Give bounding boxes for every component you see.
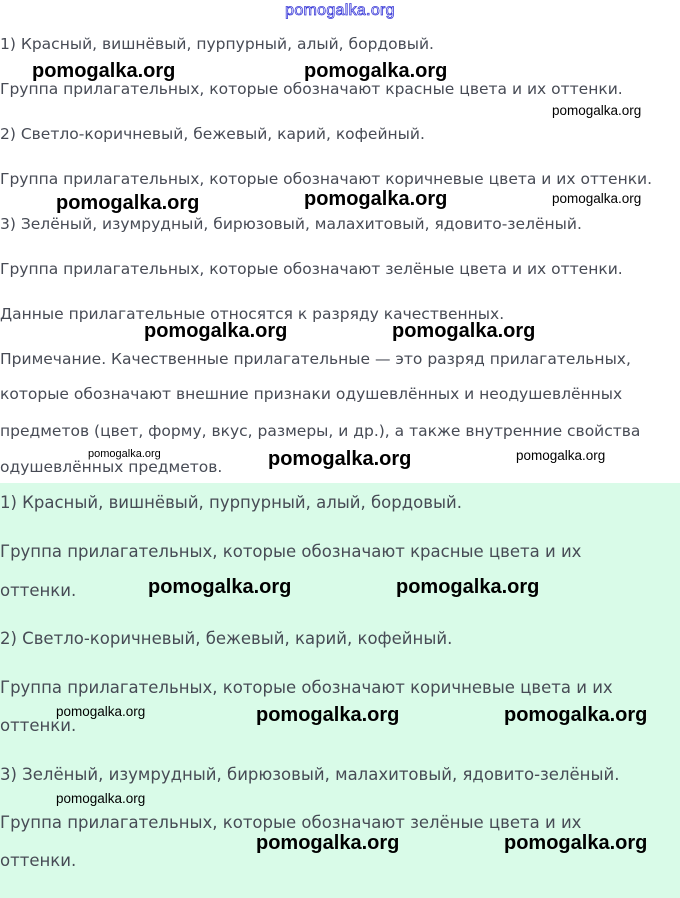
panel-line-5: Группа прилагательных, которые обозначают коричневые цвета и их [0,678,613,697]
panel-line-7: 3) Зелёный, изумрудный, бирюзовый, малахитовый, ядовито-зелёный. [0,765,620,784]
answer-line-2: Группа прилагательных, которые обозначают красные цвета и их оттенки. [0,80,623,98]
watermark: pomogalka.org [56,704,146,719]
watermark: pomogalka.org [88,448,161,460]
site-link[interactable]: pomogalka.org [285,2,395,19]
answer-line-5: 3) Зелёный, изумрудный, бирюзовый, малахитовый, ядовито-зелёный. [0,215,582,233]
panel-line-6: оттенки. [0,716,77,735]
answer-line-6: Группа прилагательных, которые обозначают зелёные цвета и их оттенки. [0,260,623,278]
conclusion-line: Данные прилагательные относятся к разряду качественных. [0,305,505,323]
watermark: pomogalka.org [516,448,606,463]
watermark: pomogalka.org [32,60,176,82]
watermark: pomogalka.org [392,320,536,342]
watermark: pomogalka.org [504,704,648,726]
note-line-2: которые обозначают внешние признаки одушевлённых и неодушевлённых [0,385,623,403]
watermark: pomogalka.org [56,791,146,806]
watermark: pomogalka.org [148,576,292,598]
answer-line-3: 2) Светло-коричневый, бежевый, карий, кофейный. [0,125,425,143]
panel-line-4: 2) Светло-коричневый, бежевый, карий, кофейный. [0,629,453,648]
answer-line-4: Группа прилагательных, которые обозначают коричневые цвета и их оттенки. [0,170,653,188]
note-line-1: Примечание. Качественные прилагательные — это разряд прилагательных, [0,350,631,368]
watermark: pomogalka.org [268,448,412,470]
watermark: pomogalka.org [504,832,648,854]
panel-line-3: оттенки. [0,581,77,600]
watermark: pomogalka.org [56,192,200,214]
answer-line-1: 1) Красный, вишнёвый, пурпурный, алый, бордовый. [0,35,434,53]
watermark: pomogalka.org [552,191,642,206]
watermark: pomogalka.org [552,103,642,118]
watermark: pomogalka.org [256,704,400,726]
watermark: pomogalka.org [256,832,400,854]
watermark: pomogalka.org [304,60,448,82]
watermark: pomogalka.org [304,188,448,210]
panel-line-1: 1) Красный, вишнёвый, пурпурный, алый, бордовый. [0,493,462,512]
panel-line-8: Группа прилагательных, которые обозначают зелёные цвета и их [0,813,582,832]
note-line-4: одушевлённых предметов. [0,458,223,476]
note-line-3: предметов (цвет, форму, вкус, размеры, и др.), а также внутренние свойства [0,422,641,440]
panel-line-2: Группа прилагательных, которые обозначают красные цвета и их [0,542,582,561]
watermark: pomogalka.org [144,320,288,342]
panel-line-9: оттенки. [0,851,77,870]
watermark: pomogalka.org [396,576,540,598]
